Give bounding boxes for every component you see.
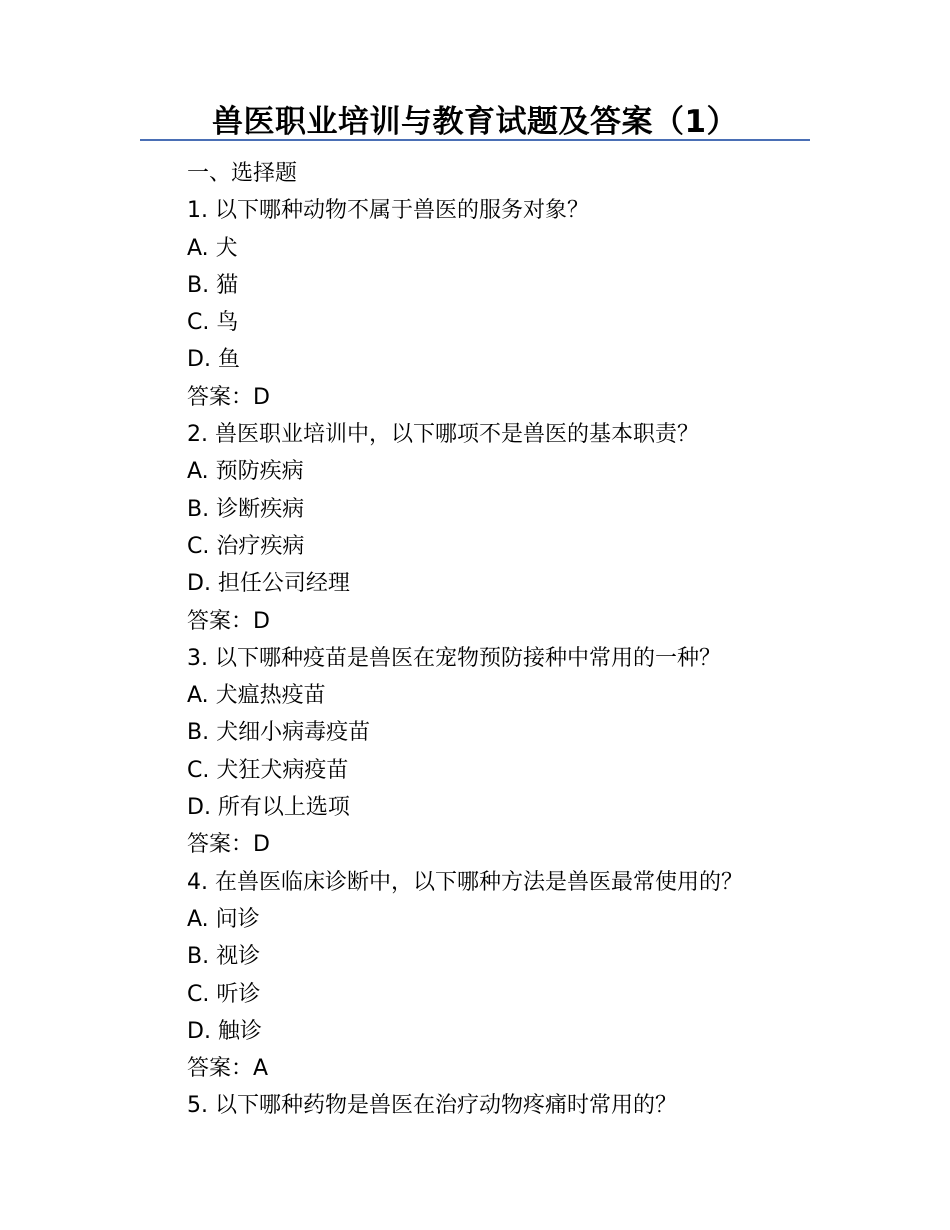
title-underline — [140, 139, 810, 141]
option-b: B. 犬细小病毒疫苗 — [187, 720, 371, 746]
option-d: D. 触诊 — [187, 1018, 262, 1044]
option-a: A. 问诊 — [187, 906, 260, 932]
section-heading: 一、选择题 — [187, 161, 298, 186]
option-a: A. 预防疾病 — [187, 459, 304, 485]
question-text: 5. 以下哪种药物是兽医在治疗动物疼痛时常用的？ — [187, 1093, 677, 1119]
question-block — [187, 192, 827, 416]
question-block — [187, 416, 827, 640]
option-c: C. 犬狂犬病疫苗 — [187, 757, 349, 783]
answer-line: 答案：D — [187, 832, 270, 858]
question-block — [187, 864, 827, 1088]
answer-line: 答案：A — [187, 1056, 269, 1082]
question-text: 1. 以下哪种动物不属于兽医的服务对象？ — [187, 198, 589, 224]
question-block — [187, 640, 827, 864]
option-c: C. 听诊 — [187, 981, 261, 1007]
question-text: 3. 以下哪种疫苗是兽医在宠物预防接种中常用的一种？ — [187, 645, 721, 671]
question-text: 4. 在兽医临床诊断中，以下哪种方法是兽医最常使用的？ — [187, 869, 743, 895]
answer-line: 答案：D — [187, 384, 270, 410]
document-body — [187, 155, 827, 1125]
option-d: D. 担任公司经理 — [187, 571, 350, 597]
option-b: B. 视诊 — [187, 944, 261, 970]
answer-line: 答案：D — [187, 608, 270, 634]
option-a: A. 犬 — [187, 235, 238, 261]
question-text: 2. 兽医职业培训中，以下哪项不是兽医的基本职责？ — [187, 422, 699, 448]
document-title: 兽医职业培训与教育试题及答案（1） — [211, 104, 739, 140]
option-d: D. 所有以上选项 — [187, 795, 350, 821]
option-b: B. 猫 — [187, 272, 239, 298]
option-d: D. 鱼 — [187, 347, 240, 373]
question-block — [187, 1087, 827, 1124]
option-a: A. 犬瘟热疫苗 — [187, 683, 326, 709]
option-c: C. 鸟 — [187, 310, 239, 336]
option-c: C. 治疗疾病 — [187, 533, 305, 559]
option-b: B. 诊断疾病 — [187, 496, 305, 522]
